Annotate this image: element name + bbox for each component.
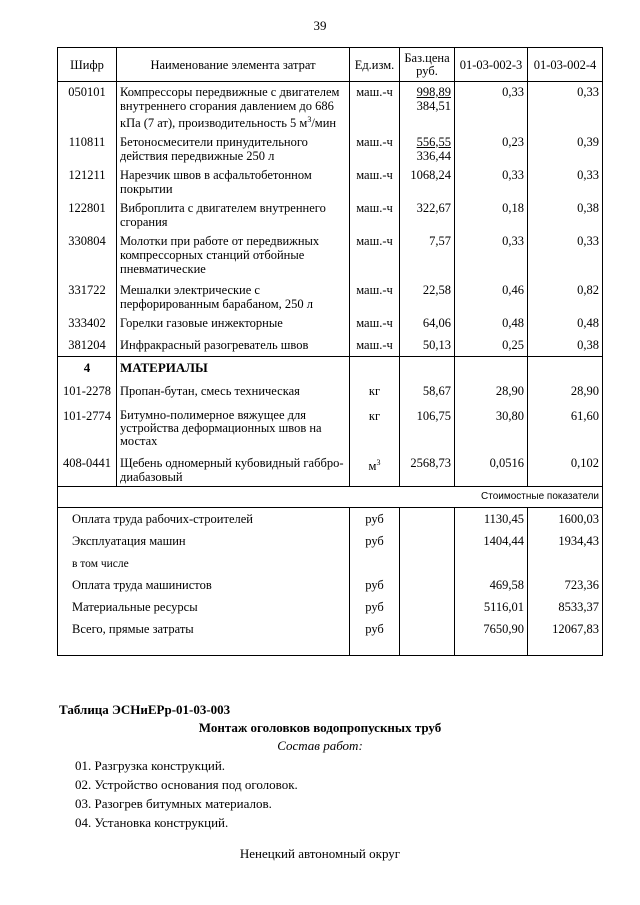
work-item: 04. Установка конструкций. <box>75 815 229 830</box>
summary-value-a: 5116,01 <box>455 596 528 618</box>
row-unit-sup: 3 <box>376 457 381 467</box>
row-unit: маш.-ч <box>350 198 400 231</box>
table-row <box>58 280 603 313</box>
table-row <box>58 165 603 198</box>
summary-row <box>58 530 603 552</box>
table-row <box>58 406 603 453</box>
table-title: Таблица ЭСНиЕРр-01-03-003 <box>59 702 231 717</box>
table-row <box>58 198 603 231</box>
row-code: 101-2278 <box>58 381 117 406</box>
summary-row <box>58 618 603 656</box>
summary-value-b: 8533,37 <box>528 596 603 618</box>
row-name-text: Компрессоры передвижные с двигателем внутреннего сгорания давлением до 686 кПа (7 ат), производительность 5 м <box>120 85 340 131</box>
row-name: Мешалки электрические с перфорированным барабаном, 250 л <box>117 280 350 313</box>
work-item: 01. Разгрузка конструкций. <box>75 758 226 773</box>
row-value-a: 0,25 <box>455 335 528 357</box>
row-value-a: 0,48 <box>455 313 528 335</box>
summary-label: Оплата труда машинистов <box>58 574 350 596</box>
summary-unit: руб <box>350 596 400 618</box>
section-title: МАТЕРИАЛЫ <box>117 357 350 381</box>
summary-label: Оплата труда рабочих-строителей <box>58 508 350 530</box>
row-code: 050101 <box>58 82 117 132</box>
row-unit: маш.-ч <box>350 165 400 198</box>
col-header-price-line1: Баз.цена <box>404 50 450 65</box>
table-row <box>58 313 603 335</box>
row-unit <box>350 453 400 487</box>
row-value-b: 0,38 <box>528 198 603 231</box>
row-code: 333402 <box>58 313 117 335</box>
row-price: 7,57 <box>400 231 455 280</box>
row-unit: маш.-ч <box>350 313 400 335</box>
row-price: 1068,24 <box>400 165 455 198</box>
row-value-b: 0,38 <box>528 335 603 357</box>
table-row <box>58 453 603 487</box>
row-value-b: 28,90 <box>528 381 603 406</box>
table-subtitle: Монтаж оголовков водопропускных труб <box>198 720 442 735</box>
summary-row <box>58 552 603 574</box>
summary-value-a: 469,58 <box>455 574 528 596</box>
region-footer: Ненецкий автономный округ <box>239 846 401 861</box>
table-row <box>58 82 603 132</box>
row-price-value2: 384,51 <box>416 99 451 113</box>
summary-value-a: 1130,45 <box>455 508 528 530</box>
row-price: 58,67 <box>400 381 455 406</box>
summary-value-b: 1934,43 <box>528 530 603 552</box>
row-unit: маш.-ч <box>350 231 400 280</box>
row-name: Нарезчик швов в асфальтобетонном покрытии <box>117 165 350 198</box>
col-header-b: 01-03-002-4 <box>528 48 603 82</box>
col-header-unit: Ед.изм. <box>350 48 400 82</box>
row-value-a: 0,33 <box>455 165 528 198</box>
row-name <box>117 82 350 132</box>
row-value-a: 30,80 <box>455 406 528 453</box>
work-item: 02. Устройство основания под оголовок. <box>75 777 298 792</box>
summary-row <box>58 574 603 596</box>
table-row <box>58 381 603 406</box>
row-price-value: 998,89 <box>416 85 451 99</box>
note-row <box>58 487 603 508</box>
row-price: 64,06 <box>400 313 455 335</box>
row-price-value2: 336,44 <box>416 148 451 163</box>
summary-value-b: 12067,83 <box>528 618 603 656</box>
row-value-a: 0,33 <box>455 231 528 280</box>
row-price: 50,13 <box>400 335 455 357</box>
row-value-a: 0,33 <box>455 82 528 132</box>
summary-value-b: 723,36 <box>528 574 603 596</box>
row-name: Молотки при работе от передвижных компрессорных станций отбойные пневматические <box>117 231 350 280</box>
table-row <box>58 231 603 280</box>
section-row <box>58 357 603 381</box>
summary-label: Эксплуатация машин <box>58 530 350 552</box>
section-number: 4 <box>58 357 117 381</box>
col-header-code: Шифр <box>58 48 117 82</box>
cost-indicators-note: Стоимостные показатели <box>58 487 603 508</box>
row-price: 106,75 <box>400 406 455 453</box>
works-list <box>75 756 298 832</box>
row-name: Виброплита с двигателем внутреннего сгорания <box>117 198 350 231</box>
col-header-price <box>400 48 455 82</box>
row-name-sup: 3 <box>307 115 312 124</box>
row-value-a: 0,0516 <box>455 453 528 487</box>
resource-table <box>57 47 603 656</box>
col-header-price-line2: руб. <box>416 63 438 78</box>
summary-label: в том числе <box>58 552 350 574</box>
row-name: Битумно-полимерное вяжущее для устройства деформационных швов на мостах <box>117 406 350 453</box>
row-value-a: 0,23 <box>455 132 528 165</box>
row-price: 322,67 <box>400 198 455 231</box>
row-unit: маш.-ч <box>350 335 400 357</box>
row-name: Пропан-бутан, смесь техническая <box>117 381 350 406</box>
row-value-b: 0,82 <box>528 280 603 313</box>
row-code: 381204 <box>58 335 117 357</box>
row-value-b: 0,39 <box>528 132 603 165</box>
table-row <box>58 132 603 165</box>
col-header-a: 01-03-002-3 <box>455 48 528 82</box>
table-header-row <box>58 48 603 82</box>
row-value-b: 0,33 <box>528 231 603 280</box>
row-name: Горелки газовые инжекторные <box>117 313 350 335</box>
col-header-name: Наименование элемента затрат <box>117 48 350 82</box>
row-price: 22,58 <box>400 280 455 313</box>
row-unit: маш.-ч <box>350 280 400 313</box>
summary-label: Материальные ресурсы <box>58 596 350 618</box>
row-name: Щебень одномерный кубовидный габбро-диабазовый <box>117 453 350 487</box>
row-unit: кг <box>350 406 400 453</box>
row-code: 101-2774 <box>58 406 117 453</box>
row-unit: кг <box>350 381 400 406</box>
summary-row <box>58 596 603 618</box>
row-value-b: 61,60 <box>528 406 603 453</box>
page-number: 39 <box>313 18 327 33</box>
row-code: 122801 <box>58 198 117 231</box>
summary-value-b: 1600,03 <box>528 508 603 530</box>
row-name: Бетоносмесители принудительного действия передвижные 250 л <box>117 132 350 165</box>
row-code: 330804 <box>58 231 117 280</box>
row-code: 408-0441 <box>58 453 117 487</box>
summary-label: Всего, прямые затраты <box>58 618 350 656</box>
row-value-a: 28,90 <box>455 381 528 406</box>
summary-row <box>58 508 603 530</box>
summary-unit: руб <box>350 530 400 552</box>
summary-unit: руб <box>350 574 400 596</box>
row-value-b: 0,33 <box>528 82 603 132</box>
row-name: Инфракрасный разогреватель швов <box>117 335 350 357</box>
row-price <box>400 82 455 132</box>
row-unit: маш.-ч <box>350 82 400 132</box>
summary-value-a: 1404,44 <box>455 530 528 552</box>
summary-unit: руб <box>350 618 400 656</box>
row-price: 2568,73 <box>400 453 455 487</box>
table-row <box>58 335 603 357</box>
summary-unit: руб <box>350 508 400 530</box>
work-item: 03. Разогрев битумных материалов. <box>75 796 272 811</box>
row-code: 331722 <box>58 280 117 313</box>
summary-value-a: 7650,90 <box>455 618 528 656</box>
row-price-value: 556,55 <box>416 134 451 149</box>
row-unit: маш.-ч <box>350 132 400 165</box>
row-value-b: 0,48 <box>528 313 603 335</box>
row-value-b: 0,33 <box>528 165 603 198</box>
row-code: 110811 <box>58 132 117 165</box>
row-price <box>400 132 455 165</box>
works-heading: Состав работ: <box>277 738 363 753</box>
row-name-tail: /мин <box>311 116 337 131</box>
row-value-a: 0,18 <box>455 198 528 231</box>
row-value-b: 0,102 <box>528 453 603 487</box>
row-unit-base: м <box>368 458 377 473</box>
row-value-a: 0,46 <box>455 280 528 313</box>
row-code: 121211 <box>58 165 117 198</box>
